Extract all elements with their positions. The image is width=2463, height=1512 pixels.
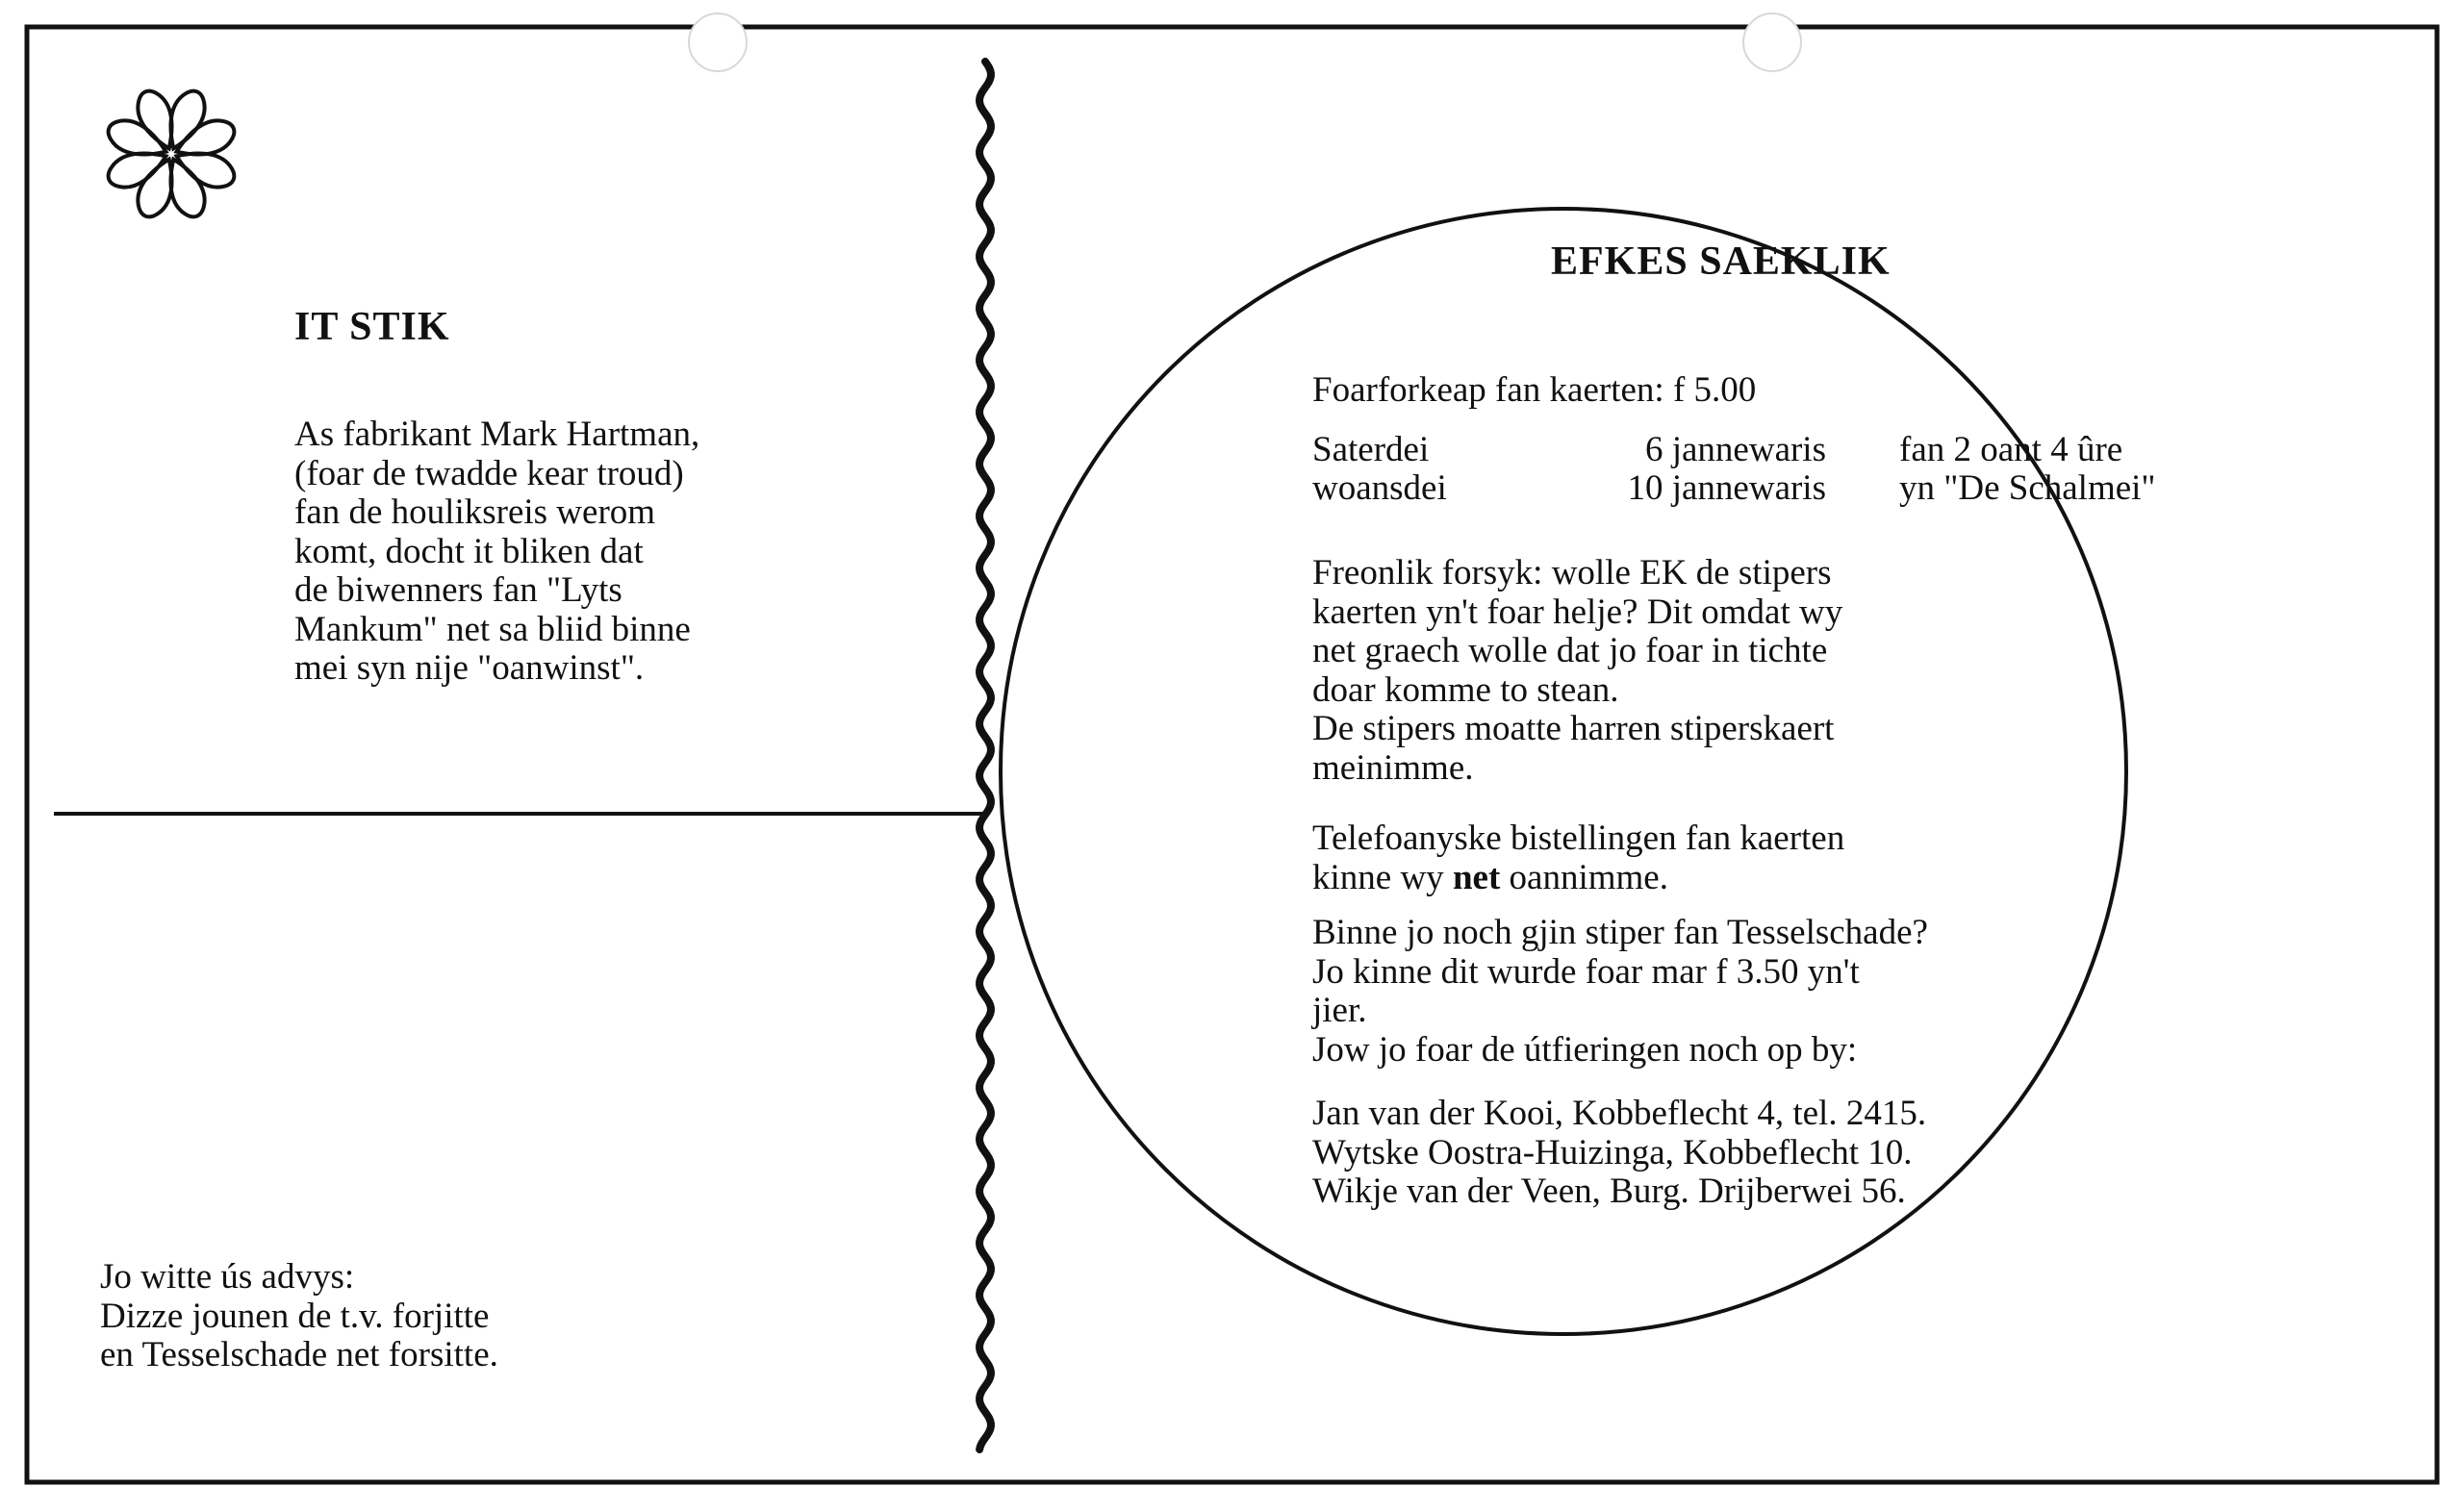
request-line: meinimme.	[1312, 747, 1474, 788]
punch-hole-left	[689, 13, 747, 71]
flower-petal	[160, 153, 212, 221]
advice-block	[100, 1258, 498, 1375]
schedule-date: 6 jannewaris	[1644, 430, 1826, 469]
flower-petal	[103, 142, 171, 194]
phone-orders-block	[1312, 819, 1844, 897]
contact-line: Wikje van der Veen, Burg. Drijberwei 56.	[1312, 1172, 1906, 1211]
story-line: As fabrikant Mark Hartman,	[294, 415, 700, 454]
schedule-info: yn "De Schalmei"	[1899, 468, 2156, 508]
flower-petal	[132, 153, 184, 221]
phone-orders-line: Telefoanyske bistellingen fan kaerten	[1312, 819, 1845, 858]
punch-hole-right	[1743, 13, 1801, 71]
request-line: Freonlik forsyk: wolle EK de stipers	[1312, 553, 1832, 592]
left-panel-title: IT STIK	[294, 305, 450, 349]
story-line: komt, docht it bliken dat	[294, 531, 644, 571]
flower-petal	[170, 114, 239, 166]
story-line: Mankum" net sa bliid binne	[294, 609, 691, 649]
schedule-row	[1312, 431, 2156, 469]
story-line: (foar de twadde kear troud)	[294, 453, 684, 493]
advice-line: en Tesselschade net forsitte.	[100, 1335, 498, 1374]
request-line: net graech wolle dat jo foar in tichte	[1312, 631, 1828, 670]
support-block	[1312, 914, 1928, 1070]
advice-line: Dizze jounen de t.v. forjitte	[100, 1296, 490, 1336]
schedule-row	[1312, 469, 2156, 508]
support-line: Jow jo foar de útfieringen noch op by:	[1312, 1029, 1858, 1070]
circle-panel-title: EFKES SAEKLIK	[1551, 239, 1891, 284]
phone-orders-text: oannimme.	[1500, 857, 1668, 897]
request-line: kaerten yn't foar helje? Dit omdat wy	[1312, 592, 1843, 632]
request-block	[1312, 554, 1842, 788]
schedule-day: woansdei	[1312, 468, 1447, 508]
schedule-info: fan 2 oant 4 ûre	[1899, 430, 2123, 469]
story-line: de biwenners fan "Lyts	[294, 570, 622, 610]
support-line: jier.	[1312, 991, 1367, 1030]
schedule-date: 10 jannewaris	[1627, 468, 1826, 508]
wavy-divider	[979, 62, 991, 1449]
schedule-table	[1312, 431, 2156, 508]
schedule-day: Saterdei	[1312, 430, 1430, 469]
story-paragraph	[294, 416, 699, 689]
contacts-block	[1312, 1095, 1926, 1212]
flower-icon	[103, 86, 239, 221]
phone-orders-text: kinne wy	[1312, 857, 1453, 897]
support-line: Binne jo noch gjin stiper fan Tesselschade?	[1312, 913, 1928, 952]
story-line: mei syn nije "oanwinst".	[294, 648, 645, 688]
request-line: De stipers moatte harren stiperskaert	[1312, 709, 1835, 748]
flower-petal	[170, 142, 239, 194]
phone-orders-emphasis: net	[1452, 857, 1501, 897]
flower-petal	[132, 86, 184, 154]
contact-line: Wytske Oostra-Huizinga, Kobbeflecht 10.	[1312, 1132, 1913, 1172]
advice-line: Jo witte ús advys:	[100, 1257, 355, 1297]
flower-petal	[103, 114, 171, 166]
flower-petal	[160, 86, 212, 154]
phone-orders-line	[1312, 859, 1844, 898]
story-line: fan de houliksreis werom	[294, 492, 656, 532]
contact-line: Jan van der Kooi, Kobbeflecht 4, tel. 2415.	[1312, 1094, 1927, 1133]
presale-line: Foarforkeap fan kaerten: f 5.00	[1312, 370, 1757, 410]
request-line: doar komme to stean.	[1312, 669, 1619, 710]
support-line: Jo kinne dit wurde foar mar f 3.50 yn't	[1312, 951, 1860, 992]
